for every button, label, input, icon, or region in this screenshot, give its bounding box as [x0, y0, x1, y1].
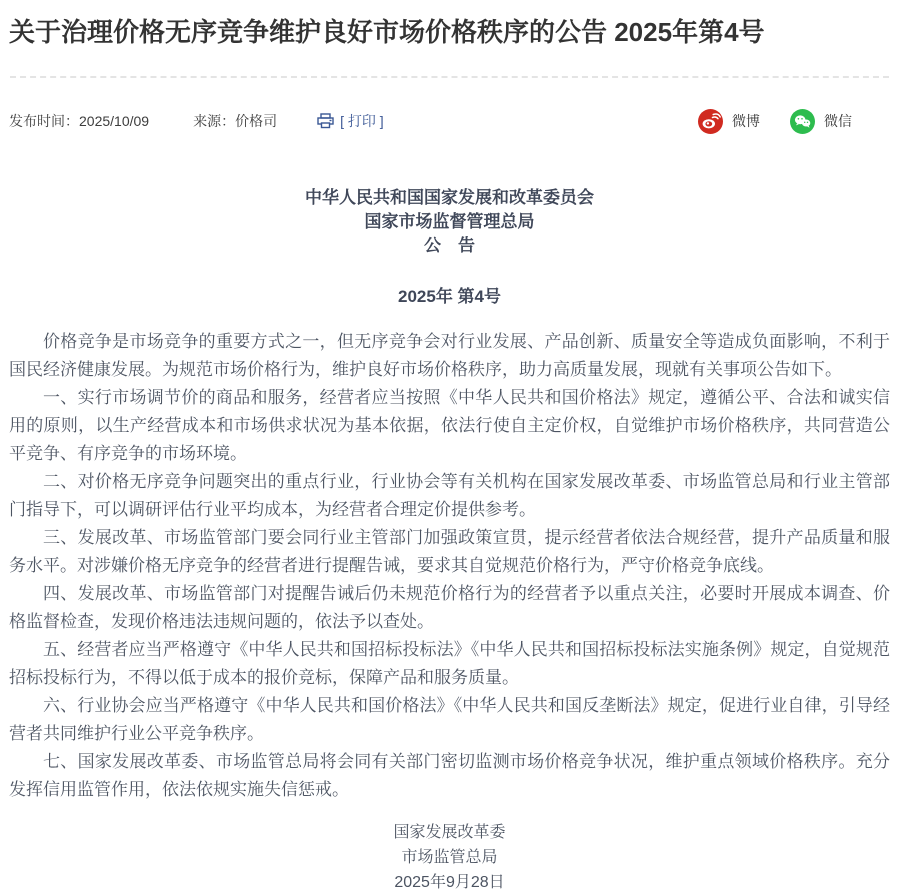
signature-line: 市场监管总局 — [401, 849, 498, 866]
paragraph: 二、对价格无序竞争问题突出的重点行业，行业协会等有关机构在国家发展改革委、市场监管总局和行业主管部门指导下，可以调研评估行业平均成本，为经营者合理定价提供参考。 — [9, 472, 890, 519]
printer-icon — [317, 113, 334, 129]
print-label: [ 打印 ] — [340, 113, 384, 129]
paragraph: 五、经营者应当严格遵守《中华人民共和国招标投标法》《中华人民共和国招标投标法实施条例》规定，自觉规范招标投标行为，不得以低于成本的报价竞标，保障产品和服务质量。 — [9, 640, 890, 687]
doc-type: 公 告 — [424, 236, 475, 255]
publish-time — [9, 111, 149, 131]
source-label: 来源： — [193, 113, 236, 129]
share-wechat-button[interactable] — [790, 109, 852, 134]
paragraph: 一、实行市场调节价的商品和服务，经营者应当按照《中华人民共和国价格法》规定，遵循公平、合法和诚实信用的原则，以生产经营成本和市场供求状况为基本依据，依法行使自主定价权，自觉维护市场价格秩序，共同营造公平竞争、有序竞争的市场环境。 — [9, 388, 890, 463]
signature-line: 2025年9月28日 — [394, 874, 505, 891]
print-button[interactable] — [317, 111, 384, 131]
share-group — [698, 109, 852, 134]
publish-time-value: 2025/10/09 — [79, 113, 150, 129]
paragraph: 七、国家发展改革委、市场监管总局将会同有关部门密切监测市场价格竞争状况，维护重点领域价格秩序。充分发挥信用监管作用，依法依规实施失信惩戒。 — [9, 752, 890, 799]
wechat-label: 微信 — [824, 113, 852, 129]
org-name-line2: 国家市场监督管理总局 — [364, 212, 535, 231]
meta-row — [9, 108, 890, 134]
paragraph: 三、发展改革、市场监管部门要会同行业主管部门加强政策宣贯，提示经营者依法合规经营，提升产品质量和服务水平。对涉嫌价格无序竞争的经营者进行提醒告诫，要求其自觉规范价格行为，严守价格竞争底线。 — [9, 528, 890, 575]
article-body — [9, 328, 890, 804]
weibo-icon — [698, 109, 723, 134]
source-value: 价格司 — [235, 113, 278, 129]
dashed-divider — [10, 76, 889, 78]
page-title: 关于治理价格无序竞争维护良好市场价格秩序的公告 2025年第4号 — [9, 17, 765, 47]
org-name-line1: 中华人民共和国国家发展和改革委员会 — [305, 188, 594, 207]
publish-time-label: 发布时间： — [9, 113, 79, 129]
issue-number: 2025年 第4号 — [398, 287, 501, 306]
wechat-icon — [790, 109, 815, 134]
signature-block — [9, 820, 890, 895]
paragraph: 四、发展改革、市场监管部门对提醒告诫后仍未规范价格行为的经营者予以重点关注，必要时开展成本调查、价格监督检查，发现价格违法违规问题的，依法予以查处。 — [9, 584, 890, 631]
paragraph: 价格竞争是市场竞争的重要方式之一，但无序竞争会对行业发展、产品创新、质量安全等造成负面影响，不利于国民经济健康发展。为规范市场价格行为，维护良好市场价格秩序，助力高质量发展，现就有关事项公告如下。 — [9, 332, 890, 379]
paragraph: 六、行业协会应当严格遵守《中华人民共和国价格法》《中华人民共和国反垄断法》规定，促进行业自律，引导经营者共同维护行业公平竞争秩序。 — [9, 696, 890, 743]
share-weibo-button[interactable] — [698, 109, 760, 134]
signature-line: 国家发展改革委 — [393, 824, 506, 841]
source — [193, 111, 277, 131]
document-header — [9, 186, 890, 258]
announcement-page — [0, 16, 899, 895]
weibo-label: 微博 — [732, 113, 760, 129]
